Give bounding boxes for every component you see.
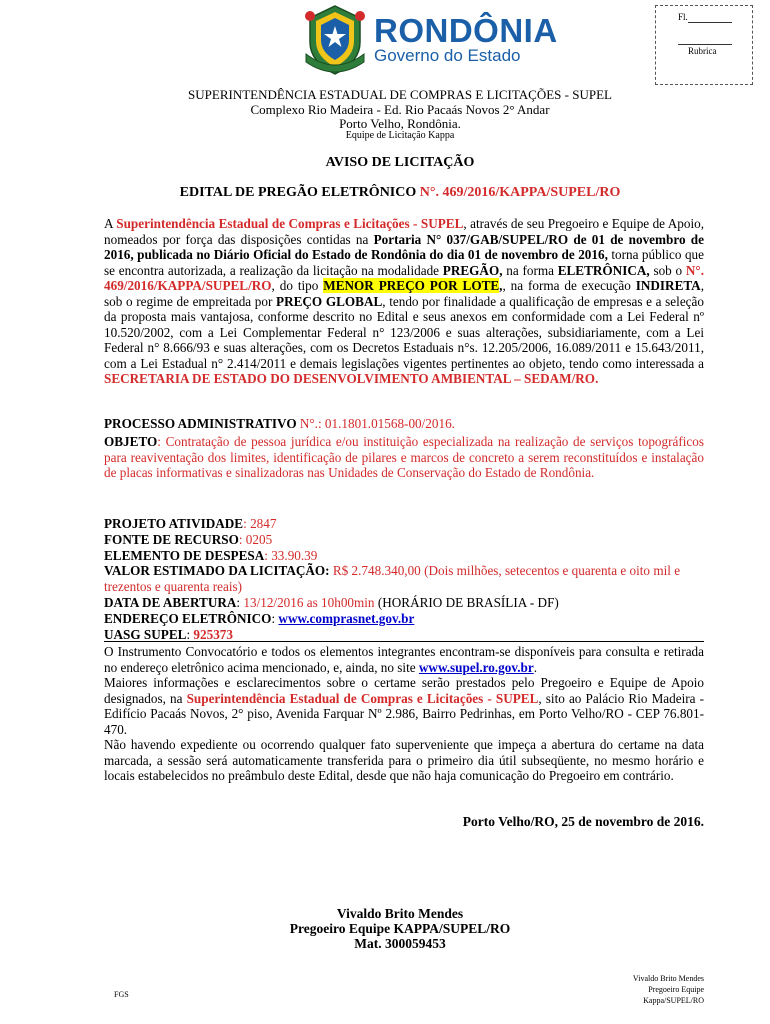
text-run: torna público que se encontra autorizada, a realização da licitação na modalidade xyxy=(104,247,704,278)
projeto-value: : 2847 xyxy=(243,516,277,531)
text-run: A xyxy=(104,216,117,231)
agency-city: Porto Velho, Rondônia. xyxy=(339,116,461,131)
text-run: , sito ao Palácio Rio Madeira - Edifício Pacaás Novos, 2° piso, Avenida Farquar Nº 2.986, Bairro Pedrinhas, em Porto Velho/RO - CEP 76.801-470. xyxy=(104,690,704,737)
processo-label: PROCESSO ADMINISTRATIVO xyxy=(104,416,297,431)
brand-subtitle: Governo do Estado xyxy=(374,46,521,65)
info-section xyxy=(104,644,704,784)
text-run: , sob o regime de empreitada por xyxy=(104,278,705,309)
footer-role: Pregoeiro Equipe xyxy=(648,985,704,994)
uasg-label: UASG SUPEL xyxy=(104,626,187,642)
agency-name: SUPERINTENDÊNCIA ESTADUAL DE COMPRAS E LICITAÇÕES - SUPEL xyxy=(188,87,612,102)
uasg-sep: : xyxy=(186,626,194,642)
text-run: , do tipo xyxy=(271,278,324,293)
edital-number: N°. 469/2016/KAPPA/SUPEL/RO xyxy=(419,185,621,200)
document-title: AVISO DE LICITAÇÃO xyxy=(325,155,475,170)
data-label: DATA DE ABERTURA xyxy=(104,594,237,610)
forma-execucao: INDIRETA xyxy=(635,278,701,293)
edital-number-inline: N°. 469/2016/KAPPA/SUPEL/RO xyxy=(104,262,704,293)
divider xyxy=(104,641,704,642)
info-paragraph-2 xyxy=(104,675,704,737)
info-paragraph-1 xyxy=(104,644,704,675)
main-paragraph xyxy=(104,216,704,387)
text-run: , na forma de execução xyxy=(502,278,636,293)
fonte-label: FONTE DE RECURSO xyxy=(104,531,239,547)
footer-initials: FGS xyxy=(114,990,129,999)
stamp-fl-label: Fl. xyxy=(678,12,688,22)
footer-team: Kappa/SUPEL/RO xyxy=(643,996,704,1005)
modalidade: PREGÃO, xyxy=(442,262,503,278)
processo-value: N°.: 01.1801.01568-00/2016. xyxy=(296,416,455,431)
data-row xyxy=(104,595,704,611)
projeto-label: PROJETO ATIVIDADE xyxy=(104,516,244,531)
stamp-fl-line xyxy=(688,22,732,23)
text-run: sob o xyxy=(649,262,686,278)
signatory-mat: Mat. 300059453 xyxy=(354,936,446,951)
data-timezone: (HORÁRIO DE BRASÍLIA - DF) xyxy=(374,594,559,610)
comma: , xyxy=(499,278,503,293)
signatory-role: Pregoeiro Equipe KAPPA/SUPEL/RO xyxy=(289,921,511,936)
forma: ELETRÔNICA, xyxy=(557,262,650,278)
brand-title: RONDÔNIA xyxy=(374,12,558,49)
supel-site-link[interactable]: www.supel.ro.gov.br xyxy=(418,659,534,675)
stamp-rubrica-label: Rubrica xyxy=(688,46,717,56)
elemento-row xyxy=(104,548,704,564)
date-line: Porto Velho/RO, 25 de novembro de 2016. xyxy=(462,814,704,829)
objeto-value: : Contratação de pessoa jurídica e/ou instituição especializada na realização de serviços topográficos para reaviventação dos limites, identificação de pilares e marcos de concreto a serem reconstituídos e instalação de placas informativas e sinalizadoras nas Unidades de Conservação do Estado de Rondônia. xyxy=(104,434,704,480)
text-run: O Instrumento Convocatório e todos os elementos integrantes encontram-se disponíveis para consulta e retirada no endereço eletrônico acima mencionado, e, ainda, no site xyxy=(104,644,704,675)
text-run: . xyxy=(533,659,537,675)
interessada: SECRETARIA DE ESTADO DO DESENVOLVIMENTO AMBIENTAL – SEDAM/RO. xyxy=(104,371,599,386)
supel-name: Superintendência Estadual de Compras e Licitações - SUPEL xyxy=(116,216,464,231)
agency-address: Complexo Rio Madeira - Ed. Rio Pacaás Novos 2° Andar xyxy=(250,102,550,117)
fonte-row xyxy=(104,532,704,548)
text-run: na forma xyxy=(502,262,558,278)
endereco-row xyxy=(104,611,704,627)
text-run: , através de seu Pregoeiro e Equipe de Apoio, nomeados por força das disposições contidas na xyxy=(104,216,704,247)
comprasnet-link[interactable]: www.comprasnet.gov.br xyxy=(278,610,415,626)
coat-of-arms-icon xyxy=(300,4,370,76)
objeto-paragraph xyxy=(104,434,704,481)
projeto-row xyxy=(104,516,704,532)
supel-name: Superintendência Estadual de Compras e Licitações - SUPEL xyxy=(186,690,539,706)
text-run: , tendo por finalidade a qualificação de empresas e a seleção da proposta mais vantajosa, conforme descrito no Edital e seus anexos em conformidade com a Lei Federal nº 10.520/2002, com a Lei Complementar Federal n° 123/2006 e suas alterações, subsidiariamente, com a Lei Federal n° 8.666/93 e suas alterações, com os Decretos Estaduais n°s. 12.205/2006, 16.089/2011 e 15.643/2011, com a Lei Estadual n° 2.414/2011 e demais legislações vigentes pertinentes ao objeto, tendo como interessada a xyxy=(104,293,704,371)
stamp-rubrica-line xyxy=(678,44,732,45)
uasg-row xyxy=(104,627,704,643)
regime: PREÇO GLOBAL xyxy=(276,293,383,309)
tipo-licitacao: MENOR PREÇO POR LOTE xyxy=(323,278,500,293)
page-stamp-box xyxy=(655,5,753,85)
elemento-value: : 33.90.39 xyxy=(264,547,318,563)
endereco-label: ENDEREÇO ELETRÔNICO xyxy=(104,610,272,626)
processo-line xyxy=(104,416,704,432)
edital-prefix: EDITAL DE PREGÃO ELETRÔNICO xyxy=(179,185,420,200)
valor-row xyxy=(104,563,704,595)
licitacao-fields xyxy=(104,516,704,642)
footer-name: Vivaldo Brito Mendes xyxy=(632,974,704,983)
valor-label: VALOR ESTIMADO DA LICITAÇÃO: xyxy=(104,563,330,579)
portaria-ref: Portaria N° 037/GAB/SUPEL/RO de 01 de novembro de 2016, publicada no Diário Oficial do Estado de Rondônia do dia 01 de novembro de 2016, xyxy=(104,231,704,262)
fonte-value: : 0205 xyxy=(238,531,273,547)
text-run: Maiores informações e esclarecimentos sobre o certame serão prestados pelo Pregoeiro e Equipe de Apoio designados, na xyxy=(104,675,704,706)
data-value: 13/12/2016 as 10h00min xyxy=(243,594,375,610)
signatory-name: Vivaldo Brito Mendes xyxy=(336,906,464,921)
info-paragraph-3: Não havendo expediente ou ocorrendo qualquer fato superveniente que impeça a abertura do certame na data marcada, a sessão será automaticamente transferida para o primeiro dia útil subseqüente, no mesmo horário e locais estabelecidos no preâmbulo deste Edital, desde que não haja comunicação do Pregoeiro em contrário. xyxy=(104,737,704,783)
data-sep: : xyxy=(236,594,244,610)
endereco-sep: : xyxy=(271,610,279,626)
elemento-label: ELEMENTO DE DESPESA xyxy=(104,547,265,563)
valor-value: R$ 2.748.340,00 (Dois milhões, setecentos e quarenta e oito mil e trezentos e quarenta reais) xyxy=(104,563,681,595)
uasg-value: 925373 xyxy=(193,626,233,642)
objeto-label: OBJETO xyxy=(104,434,158,449)
agency-team: Equipe de Licitação Kappa xyxy=(345,130,455,141)
edital-heading xyxy=(100,185,700,201)
